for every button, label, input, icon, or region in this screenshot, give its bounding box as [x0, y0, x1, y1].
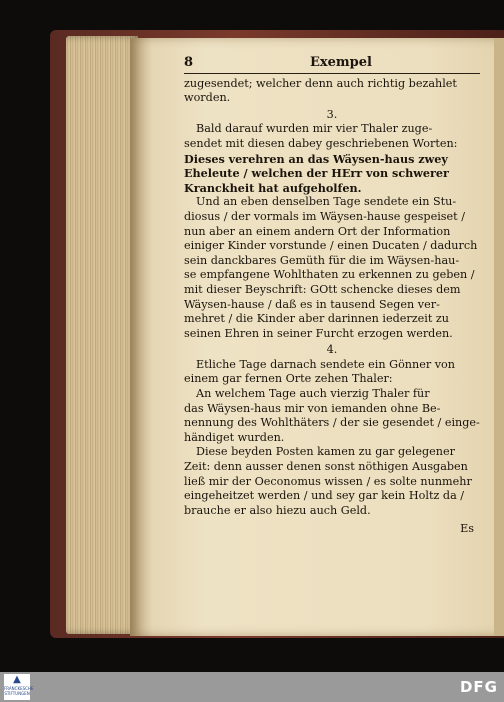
dfg-logo[interactable]: DFG — [459, 678, 498, 696]
library-mark-icon: ▲ — [13, 674, 21, 685]
page-text — [184, 56, 480, 537]
section-number: 4. — [326, 343, 338, 357]
text-line: mehret / die Kinder aber darinnen iederzeit zu — [184, 312, 450, 326]
text-line: nun aber an einem andern Ort der Information — [184, 224, 451, 238]
text-line: Diese beyden Posten kamen zu gar gelegener — [196, 445, 455, 459]
text-line: worden. — [184, 91, 231, 105]
text-line: Bald darauf wurden mir vier Thaler zuge- — [196, 122, 433, 136]
page-right-edge — [494, 38, 504, 636]
page-header — [184, 56, 480, 74]
text-line: sein danckbares Gemüth für die im Wäysen-hau- — [184, 253, 460, 267]
text-line: An welchem Tage auch vierzig Thaler für — [196, 387, 430, 401]
text-line: Etliche Tage darnach sendete ein Gönner von — [196, 357, 455, 371]
text-line: Kranckheit hat aufgeholfen. — [184, 180, 362, 195]
text-line: zugesendet; welcher denn auch richtig bezahlet — [184, 76, 457, 90]
text-line: seinen Ehren in seiner Furcht erzogen werden. — [184, 326, 453, 340]
text-line: mit dieser Beyschrift: GOtt schencke dieses dem — [184, 282, 461, 296]
page-edges — [66, 36, 138, 634]
library-logo[interactable] — [4, 674, 34, 700]
text-line: ließ mir der Oeconomus wissen / es solte nunmehr — [184, 474, 472, 488]
book-page — [130, 38, 500, 636]
running-title: Exempel — [310, 55, 372, 70]
footer-bar — [0, 672, 504, 702]
text-line: einem gar fernen Orte zehen Thaler: — [184, 372, 393, 386]
text-line: händiget wurden. — [184, 430, 285, 444]
text-line: Zeit: denn ausser denen sonst nöthigen Ausgaben — [184, 460, 468, 474]
text-line: diosus / der vormals im Wäysen-hause gespeiset / — [184, 209, 465, 223]
catchword: Es — [460, 522, 474, 536]
text-line: einiger Kinder vorstunde / einen Ducaten / dadurch — [184, 239, 478, 253]
text-line: Und an eben denselben Tage sendete ein Stu- — [196, 195, 457, 209]
text-line: Eheleute / welchen der HErr von schwerer — [184, 166, 449, 181]
text-line: nennung des Wohlthäters / der sie gesendet / einge- — [184, 416, 480, 430]
text-line: sendet mit diesen dabey geschriebenen Worten: — [184, 136, 458, 150]
text-line: Dieses verehren an das Wäysen-haus zwey — [184, 151, 448, 166]
page-number: 8 — [184, 55, 194, 70]
section-number: 3. — [326, 107, 338, 121]
text-line: das Wäysen-haus mir von iemanden ohne Be- — [184, 401, 441, 415]
text-line: Wäysen-hause / daß es in tausend Segen ver- — [184, 297, 440, 311]
text-line: se empfangene Wohlthaten zu erkennen zu geben / — [184, 268, 475, 282]
text-line: brauche er also hiezu auch Geld. — [184, 503, 371, 517]
library-logo-text: FRANCKESCHE STIFTUNGEN — [4, 686, 34, 696]
text-line: eingeheitzet werden / und sey gar kein Holtz da / — [184, 489, 465, 503]
